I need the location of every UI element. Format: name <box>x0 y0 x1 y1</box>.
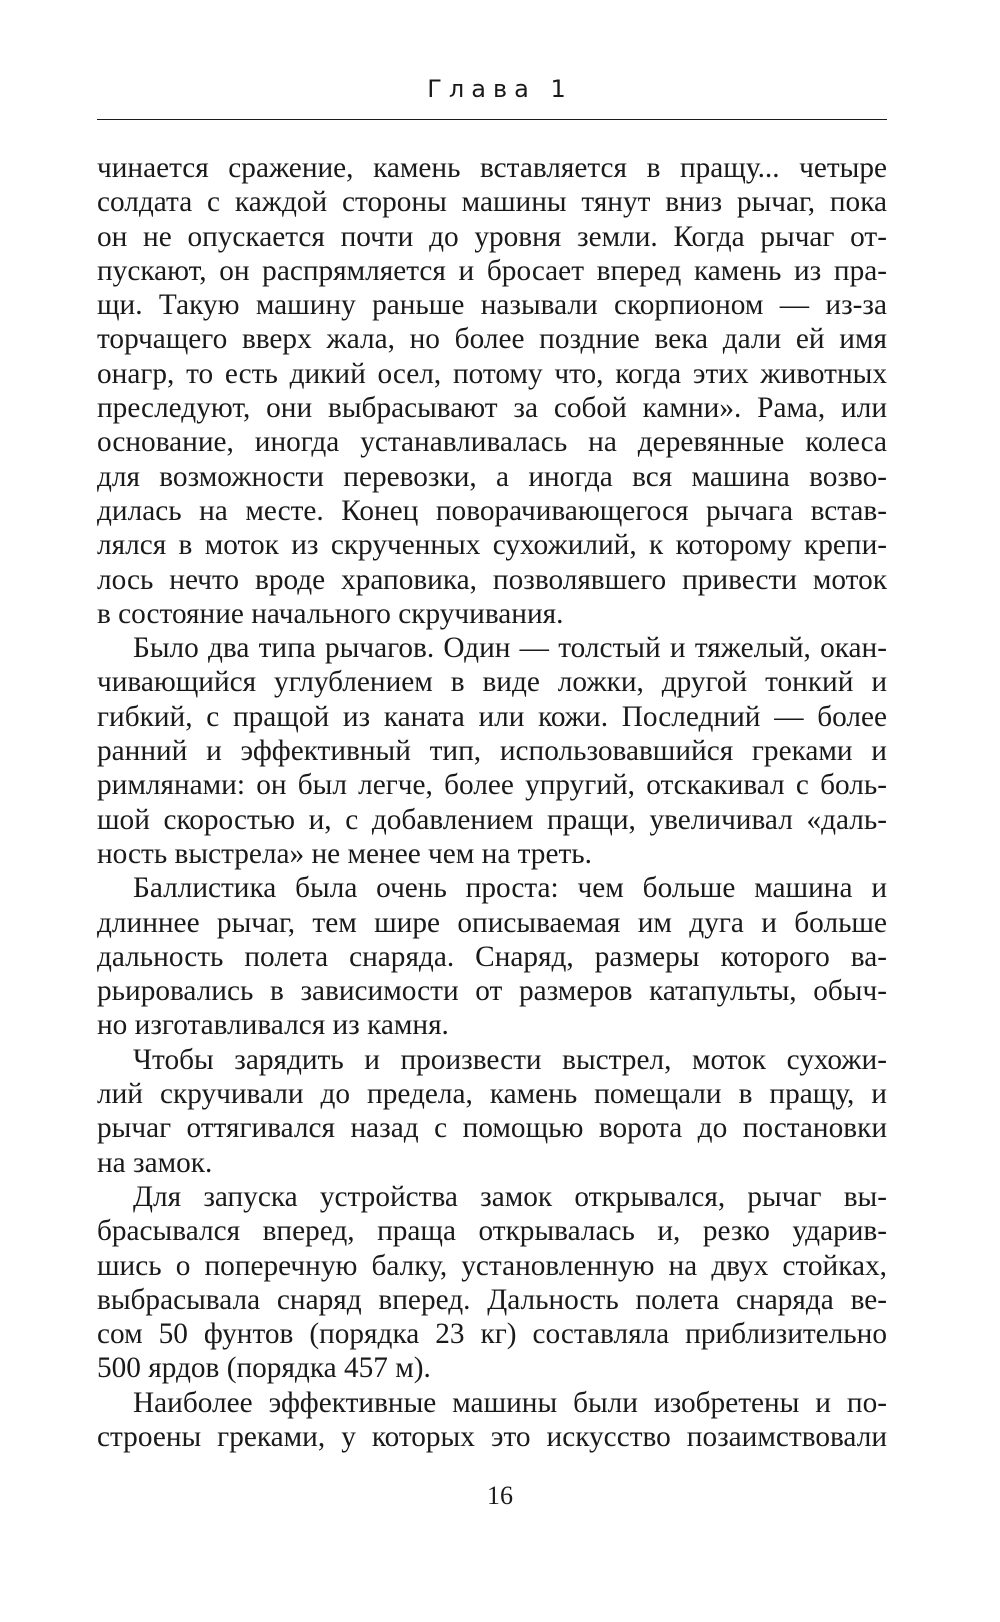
text-line: 500 ярдов (порядка 457 м). <box>97 1352 431 1385</box>
paragraph <box>97 1386 887 1455</box>
text-line: солдата с каждой стороны машины тянут вниз рычаг, пока <box>97 186 887 219</box>
text-line: преследуют, они выбрасывают за собой камни». Рама, или <box>97 392 887 425</box>
text-line: Для запуска устройства замок открывался, рычаг вы- <box>133 1180 887 1213</box>
text-line: лось нечто вроде храповика, позволявшего привести моток <box>97 563 887 596</box>
text-line: онагр, то есть дикий осел, потому что, когда этих животных <box>97 357 887 390</box>
paragraph <box>97 871 887 1042</box>
text-line: лий скручивали до предела, камень помещали в пращу, и <box>97 1078 887 1111</box>
paragraph <box>97 631 887 871</box>
text-line: брасывался вперед, праща открывалась и, резко ударив- <box>97 1215 887 1248</box>
text-line: он не опускается почти до уровня земли. Когда рычаг от- <box>97 220 887 253</box>
paragraph <box>97 1043 887 1180</box>
page-number: 16 <box>487 1481 513 1510</box>
text-line: Баллистика была очень проста: чем больше машина и <box>133 872 887 905</box>
text-line: выбрасывала снаряд вперед. Дальность полета снаряда ве- <box>97 1283 887 1316</box>
text-line: рычаг оттягивался назад с помощью ворота до постановки <box>97 1112 887 1145</box>
text-line: лялся в моток из скрученных сухожилий, к которому крепи- <box>97 529 887 562</box>
text-line: основание, иногда устанавливалась на деревянные колеса <box>97 426 887 459</box>
text-line: римлянами: он был легче, более упругий, отскакивал с боль- <box>97 769 887 802</box>
text-line: строены греками, у которых это искусство позаимствовали <box>97 1420 887 1453</box>
text-line: шись о поперечную балку, установленную на двух стойках, <box>97 1249 887 1282</box>
running-head: Глава 1 <box>427 75 573 103</box>
text-line: гибкий, с пращой из каната или кожи. Последний — более <box>97 700 887 733</box>
text-line: рьировались в зависимости от размеров катапульты, обыч- <box>97 975 887 1008</box>
header-rule <box>97 119 887 120</box>
text-line: шой скоростью и, с добавлением пращи, увеличивал «даль- <box>97 803 887 836</box>
text-line: дилась на месте. Конец поворачивающегося рычага встав- <box>97 494 887 527</box>
text-line: на замок. <box>97 1146 213 1179</box>
text-line: в состояние начального скручивания. <box>97 597 564 630</box>
text-line: ность выстрела» не менее чем на треть. <box>97 837 592 870</box>
body-text <box>97 151 887 1454</box>
text-line: для возможности перевозки, а иногда вся машина возво- <box>97 460 887 493</box>
text-line: торчащего вверх жала, но более поздние века дали ей имя <box>97 323 887 356</box>
text-line: Было два типа рычагов. Один — толстый и тяжелый, окан- <box>133 632 887 665</box>
text-line: но изготавливался из камня. <box>97 1009 449 1042</box>
text-line: Чтобы зарядить и произвести выстрел, моток сухожи- <box>133 1043 887 1076</box>
text-line: сом 50 фунтов (порядка 23 кг) составляла приблизительно <box>97 1318 887 1351</box>
text-line: щи. Такую машину раньше называли скорпионом — из-за <box>97 289 887 322</box>
text-line: дальность полета снаряда. Снаряд, размеры которого ва- <box>97 940 887 973</box>
text-line: чивающийся углублением в виде ложки, другой тонкий и <box>97 666 887 699</box>
paragraph <box>97 1180 887 1386</box>
text-line: пускают, он распрямляется и бросает вперед камень из пра- <box>97 254 887 287</box>
text-line: длиннее рычаг, тем шире описываемая им дуга и больше <box>97 906 887 939</box>
paragraph <box>97 151 887 631</box>
text-line: чинается сражение, камень вставляется в пращу... четыре <box>97 152 887 184</box>
text-line: ранний и эффективный тип, использовавшийся греками и <box>97 735 887 768</box>
text-line: Наиболее эффективные машины были изобретены и по- <box>133 1386 887 1419</box>
